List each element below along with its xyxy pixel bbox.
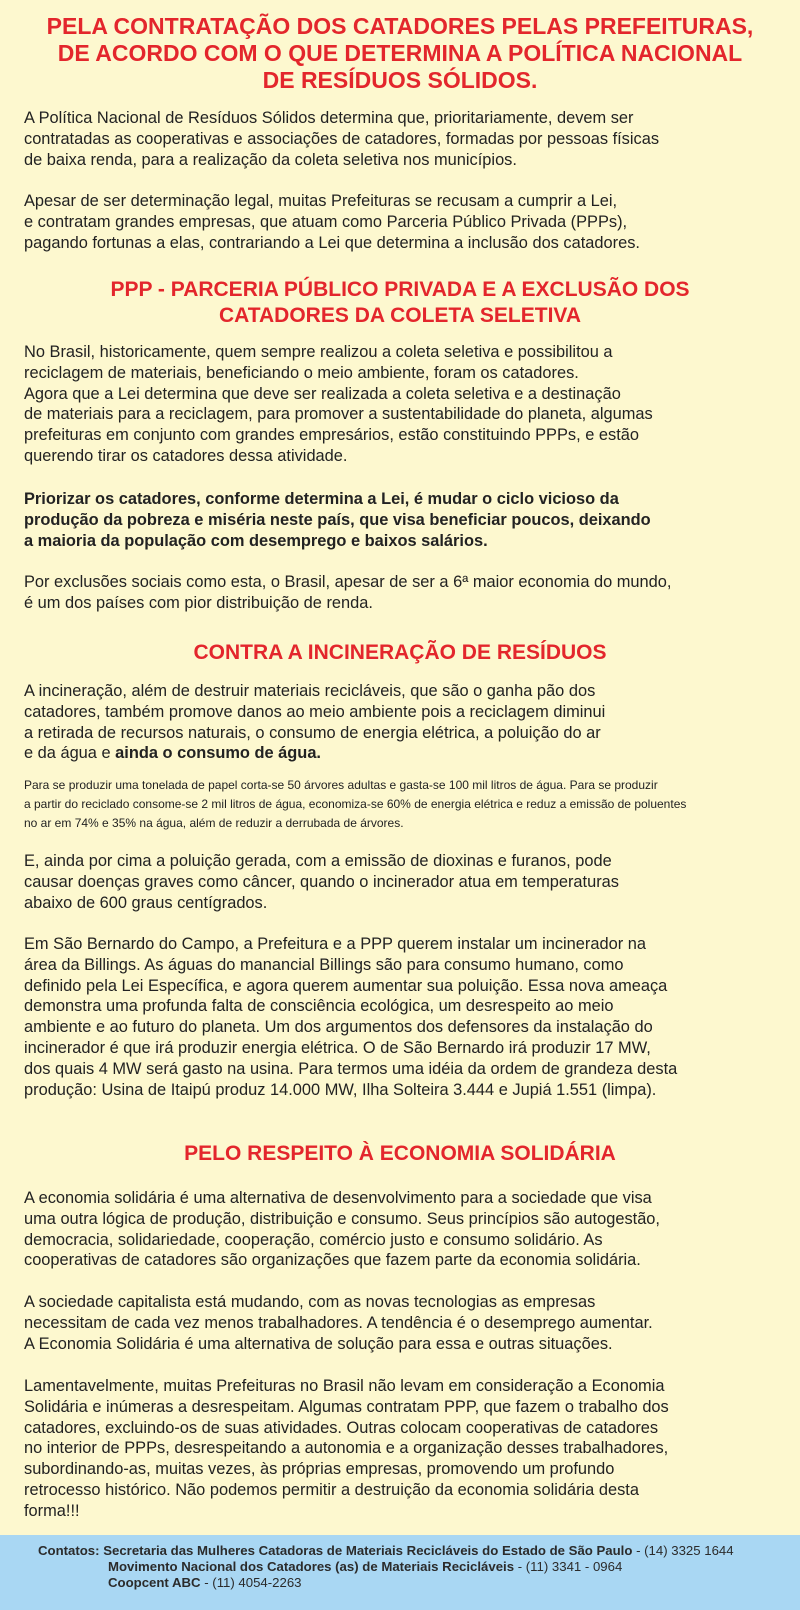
contact-phone-3: (11) 4054-2263 (212, 1575, 302, 1590)
incineracao-paragraph-1 (24, 681, 784, 764)
contact-row-2 (108, 1559, 622, 1575)
intro-paragraph-1: A Política Nacional de Resíduos Sólidos determina que, prioritariamente, devem ser contratadas as cooperativas e associações de catadores, formadas por pessoas físicas de baixa renda, para a realização da coleta seletiva nos municípios. (24, 109, 660, 169)
contact-separator-2: - (517, 1559, 526, 1574)
contact-row-3 (108, 1575, 302, 1591)
ppp-paragraph-2: Priorizar os catadores, conforme determina a Lei, é mudar o ciclo vicioso da produção da pobreza e miséria neste país, que visa beneficiar poucos, deixando a maioria da população com desemprego e baixos salários. (24, 490, 651, 550)
ppp-paragraph-1: No Brasil, historicamente, quem sempre realizou a coleta seletiva e possibilitou a reciclagem de materiais, beneficiando o meio ambiente, foram os catadores. Agora que a Lei determina que deve ser realizada a coleta seletiva e a destinação de materiais para a reciclagem, para promover a sustentabilidade do planeta, algumas prefeituras em conjunto com grandes empresários, estão constituindo PPPs, e estão querendo tirar os catadores dessa atividade. (24, 343, 653, 465)
incineracao-heading: CONTRA A INCINERAÇÃO DE RESÍDUOS (193, 641, 607, 664)
contact-separator-1: - (636, 1543, 645, 1558)
incineracao-paragraph-2: E, ainda por cima a poluição gerada, com a emissão de dioxinas e furanos, pode causar doenças graves como câncer, quando o incinerador atua em temperaturas abaixo de 600 graus centígrados. (24, 852, 619, 912)
ppp-heading: PPP - PARCERIA PÚBLICO PRIVADA E A EXCLUSÃO DOS CATADORES DA COLETA SELETIVA (110, 278, 690, 327)
incineracao-paragraph-1-text: A incineração, além de destruir materiais recicláveis, que são o ganha pão dos catadores, também promove danos ao meio ambiente pois a reciclagem diminui a retirada de recursos naturais, o consumo de energia elétrica, a poluição do ar e da água e (24, 682, 606, 763)
intro-paragraph-2: Apesar de ser determinação legal, muitas Prefeituras se recusam a cumprir a Lei, e contratam grandes empresas, que atuam como Parceria Público Privada (PPPs), pagando fortunas a elas, contrariando a Lei que determina a inclusão dos catadores. (24, 192, 640, 252)
incineracao-paragraph-3: Em São Bernardo do Campo, a Prefeitura e a PPP querem instalar um incinerador na área da Billings. As águas do manancial Billings são para consumo humano, como definido pela Lei Específica, e agora querem aumentar sua poluição. Essa nova ameaça demonstra uma profunda falta de consciência ecológica, um desrespeito ao meio ambiente e ao futuro do planeta. Um dos argumentos dos defensores da instalação do incinerador é que irá produzir energia elétrica. O de São Bernardo irá produzir 17 MW, dos quais 4 MW será gasto na usina. Para termos uma idéia da ordem de grandeza desta produção: Usina de Itaipú produz 14.000 MW, Ilha Solteira 3.444 e Jupiá 1.551 (limpa). (24, 935, 678, 1099)
main-title: PELA CONTRATAÇÃO DOS CATADORES PELAS PREFEITURAS, DE ACORDO COM O QUE DETERMINA A POLÍTICA NACIONAL DE RESÍDUOS SÓLIDOS. (46, 13, 754, 93)
contact-phone-1: (14) 3325 1644 (644, 1543, 734, 1558)
contact-row-1 (38, 1543, 734, 1559)
contacts-footer (0, 1535, 800, 1610)
economia-paragraph-2: A sociedade capitalista está mudando, com as novas tecnologias as empresas necessitam de cada vez menos trabalhadores. A tendência é o desemprego aumentar. A Economia Solidária é uma alternativa de solução para essa e outras situações. (24, 1293, 653, 1353)
ppp-paragraph-3: Por exclusões sociais como esta, o Brasil, apesar de ser a 6ª maior economia do mundo, é um dos países com pior distribuição de renda. (24, 573, 672, 612)
contact-name-3: Coopcent ABC (108, 1575, 201, 1590)
contact-separator-3: - (204, 1575, 213, 1590)
contact-name-1: Secretaria das Mulheres Catadoras de Materiais Recicláveis do Estado de São Paulo (103, 1543, 633, 1558)
contact-phone-2: (11) 3341 - 0964 (525, 1559, 623, 1574)
contact-name-2: Movimento Nacional dos Catadores (as) de Materiais Recicláveis (108, 1559, 515, 1574)
economia-paragraph-1: A economia solidária é uma alternativa de desenvolvimento para a sociedade que visa uma outra lógica de produção, distribuição e consumo. Seus princípios são autogestão, democracia, solidariedade, cooperação, comércio justo e consumo solidário. As cooperativas de catadores são organizações que fazem parte da economia solidária. (24, 1189, 660, 1270)
economia-paragraph-3: Lamentavelmente, muitas Prefeituras no Brasil não levam em consideração a Economia Solidária e inúmeras a desrespeitam. Algumas contratam PPP, que fazem o trabalho dos catadores, excluindo-os de suas atividades. Outras colocam cooperativas de catadores no interior de PPPs, desrespeitando a autonomia e a organização desses trabalhadores, subordinando-as, muitas vezes, às próprias empresas, promovendo um profundo retrocesso histórico. Não podemos permitir a destruição da economia solidária desta forma!!! (24, 1377, 669, 1520)
contacts-label: Contatos: (38, 1543, 100, 1558)
incineracao-paragraph-1-bold: ainda o consumo de água. (115, 744, 321, 763)
economia-heading: PELO RESPEITO À ECONOMIA SOLIDÁRIA (184, 1142, 616, 1165)
incineracao-note: Para se produzir uma tonelada de papel corta-se 50 árvores adultas e gasta-se 100 mil litros de água. Para se produzir a partir do reciclado consome-se 2 mil litros de água, economiza-se 60% de energia elétrica e reduz a emissão de poluentes no ar em 74% e 35% na água, além de reduzir a derrubada de árvores. (24, 778, 687, 830)
